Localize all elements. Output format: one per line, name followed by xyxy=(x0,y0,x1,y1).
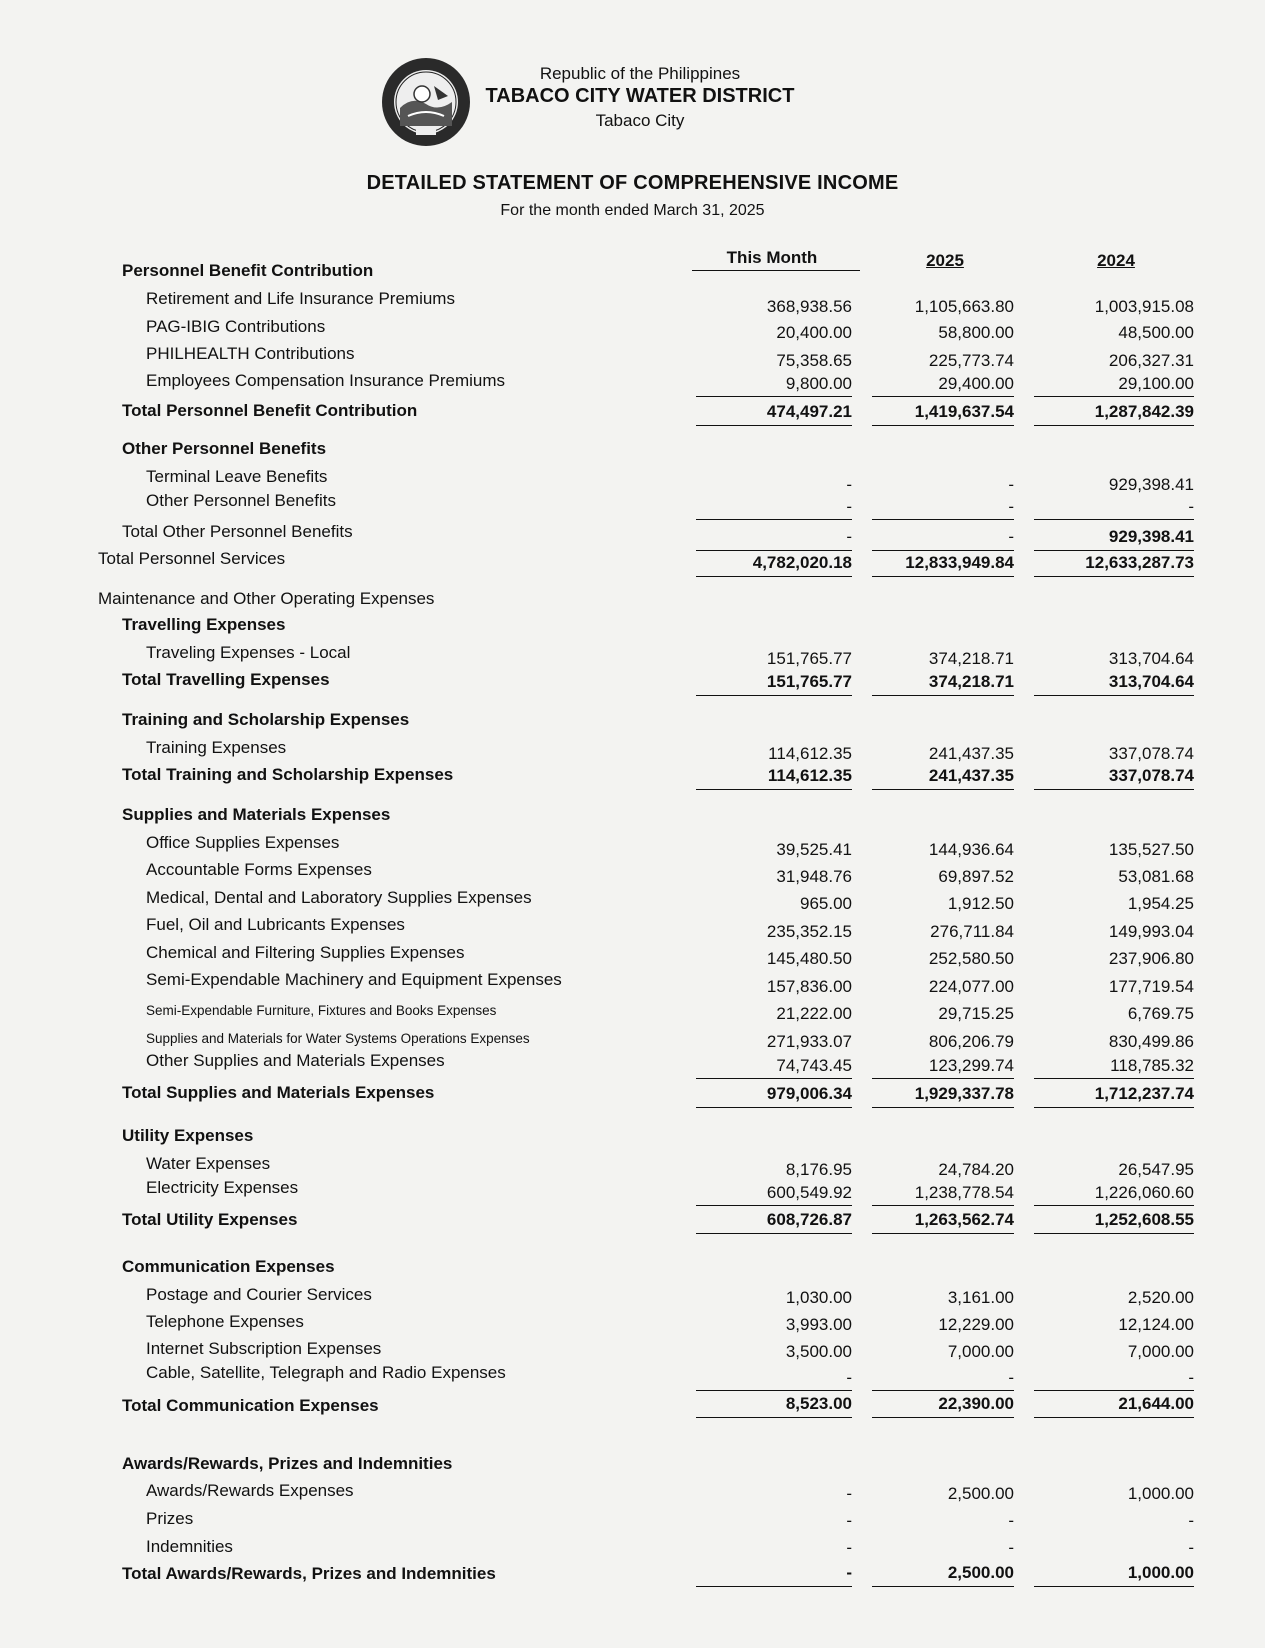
row-values xyxy=(0,648,1265,670)
total-rule xyxy=(696,1233,852,1234)
column-header-2024: 2024 xyxy=(1097,251,1135,270)
row-label: Telephone Expenses xyxy=(146,1312,304,1331)
value-this-month: 979,006.34 xyxy=(766,1084,852,1103)
total-rule xyxy=(1034,1233,1194,1234)
value-2024: 135,527.50 xyxy=(1108,840,1194,859)
value-2024: 337,078.74 xyxy=(1108,744,1194,763)
value-2025: 7,000.00 xyxy=(947,1342,1014,1361)
row-values xyxy=(0,866,1265,888)
total-rule xyxy=(696,425,852,426)
row-values xyxy=(0,496,1265,518)
value-this-month: - xyxy=(846,1563,852,1582)
row-label: Employees Compensation Insurance Premiums xyxy=(146,371,506,390)
row-label: Utility Expenses xyxy=(122,1126,254,1145)
value-2025: - xyxy=(1008,497,1014,516)
row-label: Personnel Benefit Contribution xyxy=(122,261,374,280)
value-this-month: 608,726.87 xyxy=(766,1210,852,1229)
value-this-month: - xyxy=(846,1511,852,1530)
value-this-month: 74,743.45 xyxy=(776,1056,852,1075)
value-this-month: 114,612.35 xyxy=(768,744,852,763)
row-label: Maintenance and Other Operating Expenses xyxy=(98,589,435,608)
total-rule xyxy=(872,695,1014,696)
row-label: Terminal Leave Benefits xyxy=(146,467,328,486)
value-2024: 12,124.00 xyxy=(1118,1315,1194,1334)
value-this-month: 114,612.35 xyxy=(767,766,852,785)
section-heading xyxy=(0,588,1265,610)
row-label: Total Utility Expenses xyxy=(122,1210,298,1229)
value-2024: 21,644.00 xyxy=(1118,1394,1194,1413)
value-this-month: 368,938.56 xyxy=(766,297,852,316)
subtotal-rule xyxy=(872,396,1014,397)
value-2024: 29,100.00 xyxy=(1118,374,1194,393)
value-this-month: 1,030.00 xyxy=(785,1288,852,1307)
value-this-month: 75,358.65 xyxy=(776,351,852,370)
row-values xyxy=(0,976,1265,998)
header-district-name: TABACO CITY WATER DISTRICT xyxy=(485,85,795,107)
statement-period: For the month ended March 31, 2025 xyxy=(500,202,765,219)
total-rule xyxy=(872,1417,1014,1418)
letterhead xyxy=(0,56,1265,146)
row-label: Total Personnel Services xyxy=(98,549,286,568)
row-label: Water Expenses xyxy=(146,1154,271,1173)
row-values xyxy=(0,1483,1265,1505)
row-label: Retirement and Life Insurance Premiums xyxy=(146,289,455,308)
value-2025: 58,800.00 xyxy=(938,323,1014,342)
value-2024: 830,499.86 xyxy=(1108,1032,1194,1051)
row-label: Total Awards/Rewards, Prizes and Indemnities xyxy=(122,1564,496,1583)
value-2024: 1,000.00 xyxy=(1127,1563,1194,1582)
value-2024: 313,704.64 xyxy=(1108,672,1194,691)
value-2025: 374,218.71 xyxy=(928,649,1014,668)
value-this-month: 20,400.00 xyxy=(776,323,852,342)
subtotal-rule xyxy=(872,1390,1014,1391)
row-values xyxy=(0,552,1265,574)
row-values xyxy=(0,1562,1265,1584)
row-values xyxy=(0,743,1265,765)
value-2025: 276,711.84 xyxy=(930,922,1014,941)
value-this-month: 474,497.21 xyxy=(766,402,852,421)
value-2025: 144,936.64 xyxy=(928,840,1014,859)
subtotal-rule xyxy=(872,1205,1014,1206)
row-values xyxy=(0,1003,1265,1025)
row-values xyxy=(0,839,1265,861)
row-values xyxy=(0,1055,1265,1077)
row-values xyxy=(0,401,1265,423)
row-label: Electricity Expenses xyxy=(146,1178,299,1197)
total-rule xyxy=(696,1586,852,1587)
value-2025: 22,390.00 xyxy=(938,1394,1014,1413)
subtotal-rule xyxy=(1034,1390,1194,1391)
value-2024: 48,500.00 xyxy=(1118,323,1194,342)
value-2025: - xyxy=(1008,1538,1014,1557)
column-header-2025: 2025 xyxy=(926,251,964,270)
row-values xyxy=(0,765,1265,787)
row-label: Chemical and Filtering Supplies Expenses xyxy=(146,943,465,962)
total-rule xyxy=(1034,1107,1194,1108)
value-this-month: 151,765.77 xyxy=(766,649,852,668)
row-label: Other Personnel Benefits xyxy=(122,439,327,458)
total-rule xyxy=(696,1107,852,1108)
row-values xyxy=(0,1537,1265,1559)
value-2025: 241,437.35 xyxy=(928,744,1014,763)
subtotal-rule xyxy=(872,1078,1014,1079)
row-label: Supplies and Materials for Water Systems Operations Expenses xyxy=(146,1031,530,1046)
row-values xyxy=(0,1083,1265,1105)
value-2024: - xyxy=(1188,1538,1194,1557)
value-2024: - xyxy=(1188,1511,1194,1530)
value-2025: 1,105,663.80 xyxy=(914,297,1014,316)
value-2024: 7,000.00 xyxy=(1127,1342,1194,1361)
section-heading xyxy=(0,260,1265,282)
statement-title: DETAILED STATEMENT OF COMPREHENSIVE INCOME xyxy=(366,172,899,194)
value-2025: 252,580.50 xyxy=(928,949,1014,968)
total-rule xyxy=(696,789,852,790)
total-rule xyxy=(872,576,1014,577)
header-city: Tabaco City xyxy=(595,111,685,130)
value-2025: 12,833,949.84 xyxy=(905,553,1014,572)
value-2025: 374,218.71 xyxy=(928,672,1014,691)
row-label: Awards/Rewards Expenses xyxy=(146,1481,354,1500)
total-rule xyxy=(1034,1417,1194,1418)
value-2025: 806,206.79 xyxy=(928,1032,1014,1051)
row-values xyxy=(0,350,1265,372)
value-2024: 53,081.68 xyxy=(1118,867,1194,886)
value-this-month: 3,500.00 xyxy=(785,1342,852,1361)
value-2025: 29,400.00 xyxy=(938,374,1014,393)
row-values xyxy=(0,373,1265,395)
row-values xyxy=(0,1209,1265,1231)
value-2025: 2,500.00 xyxy=(947,1484,1014,1503)
subtotal-rule xyxy=(872,519,1014,520)
value-2025: - xyxy=(1008,1368,1014,1387)
value-2024: - xyxy=(1188,497,1194,516)
value-this-month: 9,800.00 xyxy=(785,374,852,393)
value-this-month: - xyxy=(846,1484,852,1503)
value-2024: 1,000.00 xyxy=(1127,1484,1194,1503)
row-label: Accountable Forms Expenses xyxy=(146,860,372,879)
subtotal-rule xyxy=(696,1078,852,1079)
row-label: Communication Expenses xyxy=(122,1257,335,1276)
value-this-month: 145,480.50 xyxy=(766,949,852,968)
subtotal-rule xyxy=(696,519,852,520)
value-2025: 69,897.52 xyxy=(938,867,1014,886)
total-rule xyxy=(872,425,1014,426)
value-this-month: - xyxy=(846,1538,852,1557)
value-2024: 1,954.25 xyxy=(1127,894,1194,913)
value-this-month: 3,993.00 xyxy=(785,1315,852,1334)
value-2025: - xyxy=(1008,527,1014,546)
value-2025: 24,784.20 xyxy=(938,1160,1014,1179)
row-label: Postage and Courier Services xyxy=(146,1285,372,1304)
row-values xyxy=(0,526,1265,548)
row-values xyxy=(0,1314,1265,1336)
value-this-month: - xyxy=(846,527,852,546)
section-heading xyxy=(0,709,1265,731)
column-header-this-month: This Month xyxy=(726,248,818,267)
row-label: Total Personnel Benefit Contribution xyxy=(122,401,418,420)
section-heading xyxy=(0,1453,1265,1475)
row-label: Office Supplies Expenses xyxy=(146,833,340,852)
section-heading xyxy=(0,438,1265,460)
value-this-month: 151,765.77 xyxy=(766,672,852,691)
row-label: Semi-Expendable Furniture, Fixtures and Books Expenses xyxy=(146,1003,497,1018)
row-values xyxy=(0,893,1265,915)
value-2024: 313,704.64 xyxy=(1108,649,1194,668)
value-this-month: 21,222.00 xyxy=(776,1004,852,1023)
total-rule xyxy=(1034,425,1194,426)
row-label: Supplies and Materials Expenses xyxy=(122,805,391,824)
value-2025: 225,773.74 xyxy=(928,351,1014,370)
value-2024: 1,003,915.08 xyxy=(1094,297,1194,316)
row-values xyxy=(0,948,1265,970)
total-rule xyxy=(696,576,852,577)
total-rule xyxy=(872,789,1014,790)
row-label: Training and Scholarship Expenses xyxy=(122,710,410,729)
value-2025: 2,500.00 xyxy=(947,1563,1014,1582)
value-2024: 929,398.41 xyxy=(1108,527,1194,546)
row-label: Semi-Expendable Machinery and Equipment Expenses xyxy=(146,970,562,989)
value-2024: 929,398.41 xyxy=(1108,475,1194,494)
value-this-month: 600,549.92 xyxy=(766,1183,852,1202)
row-label: Total Communication Expenses xyxy=(122,1396,379,1415)
row-values xyxy=(0,322,1265,344)
value-2024: 177,719.54 xyxy=(1108,977,1194,996)
value-2025: - xyxy=(1008,1511,1014,1530)
value-2025: - xyxy=(1008,475,1014,494)
total-rule xyxy=(1034,695,1194,696)
value-2024: 26,547.95 xyxy=(1118,1160,1194,1179)
subtotal-rule xyxy=(696,1390,852,1391)
row-label: Total Supplies and Materials Expenses xyxy=(122,1083,435,1102)
row-label: Fuel, Oil and Lubricants Expenses xyxy=(146,915,405,934)
value-2025: 1,263,562.74 xyxy=(914,1210,1014,1229)
value-this-month: 235,352.15 xyxy=(766,922,852,941)
row-label: Traveling Expenses - Local xyxy=(146,643,351,662)
total-rule xyxy=(696,1417,852,1418)
value-2025: 1,912.50 xyxy=(947,894,1014,913)
value-2025: 12,229.00 xyxy=(938,1315,1014,1334)
value-2025: 1,419,637.54 xyxy=(914,402,1014,421)
value-this-month: 965.00 xyxy=(800,894,852,913)
total-rule xyxy=(696,695,852,696)
subtotal-rule xyxy=(696,1205,852,1206)
value-this-month: 39,525.41 xyxy=(776,840,852,859)
value-2024: 337,078.74 xyxy=(1108,766,1194,785)
value-2024: 1,252,608.55 xyxy=(1094,1210,1194,1229)
row-label: Total Travelling Expenses xyxy=(122,670,330,689)
row-label: Training Expenses xyxy=(146,738,287,757)
value-this-month: 271,933.07 xyxy=(766,1032,852,1051)
row-values xyxy=(0,1393,1265,1415)
row-label: PHILHEALTH Contributions xyxy=(146,344,355,363)
value-2025: 224,077.00 xyxy=(928,977,1014,996)
header-republic: Republic of the Philippines xyxy=(539,64,741,83)
value-this-month: 157,836.00 xyxy=(766,977,852,996)
row-values xyxy=(0,671,1265,693)
value-2025: 1,929,337.78 xyxy=(914,1084,1014,1103)
subtotal-rule xyxy=(1034,519,1194,520)
row-label: Total Other Personnel Benefits xyxy=(122,522,353,541)
row-values xyxy=(0,1287,1265,1309)
section-heading xyxy=(0,804,1265,826)
subtotal-rule xyxy=(1034,1205,1194,1206)
section-heading xyxy=(0,614,1265,636)
row-values xyxy=(0,1510,1265,1532)
value-this-month: - xyxy=(846,475,852,494)
row-label: Other Personnel Benefits xyxy=(146,491,336,510)
value-2024: 2,520.00 xyxy=(1127,1288,1194,1307)
section-heading xyxy=(0,1125,1265,1147)
section-heading xyxy=(0,1256,1265,1278)
row-values xyxy=(0,296,1265,318)
row-label: Awards/Rewards, Prizes and Indemnities xyxy=(122,1454,453,1473)
row-label: Travelling Expenses xyxy=(122,615,286,634)
value-2024: - xyxy=(1188,1368,1194,1387)
value-2025: 123,299.74 xyxy=(928,1056,1014,1075)
value-this-month: 4,782,020.18 xyxy=(752,553,852,572)
row-label: Internet Subscription Expenses xyxy=(146,1339,382,1358)
value-2024: 6,769.75 xyxy=(1127,1004,1194,1023)
total-rule xyxy=(1034,576,1194,577)
subtotal-rule xyxy=(1034,396,1194,397)
row-values xyxy=(0,921,1265,943)
value-2024: 118,785.32 xyxy=(1110,1056,1194,1075)
value-2024: 1,712,237.74 xyxy=(1094,1084,1194,1103)
total-rule xyxy=(1034,1586,1194,1587)
total-rule xyxy=(1034,789,1194,790)
row-label: Indemnities xyxy=(146,1537,233,1556)
value-2025: 1,238,778.54 xyxy=(914,1183,1014,1202)
value-2024: 206,327.31 xyxy=(1108,351,1194,370)
row-values xyxy=(0,1182,1265,1204)
value-2025: 3,161.00 xyxy=(947,1288,1014,1307)
row-label: Cable, Satellite, Telegraph and Radio Expenses xyxy=(146,1363,506,1382)
value-2025: 29,715.25 xyxy=(938,1004,1014,1023)
value-2024: 1,226,060.60 xyxy=(1094,1183,1194,1202)
value-this-month: - xyxy=(846,497,852,516)
value-this-month: 8,523.00 xyxy=(785,1394,852,1413)
row-values xyxy=(0,1341,1265,1363)
water-district-seal-icon xyxy=(378,56,474,148)
subtotal-rule xyxy=(1034,1078,1194,1079)
row-values xyxy=(0,1367,1265,1389)
total-rule xyxy=(872,1233,1014,1234)
row-label: Medical, Dental and Laboratory Supplies Expenses xyxy=(146,888,532,907)
row-label: Prizes xyxy=(146,1509,194,1528)
value-2024: 237,906.80 xyxy=(1108,949,1194,968)
value-2024: 12,633,287.73 xyxy=(1085,553,1194,572)
value-this-month: - xyxy=(846,1368,852,1387)
value-this-month: 31,948.76 xyxy=(776,867,852,886)
total-rule xyxy=(872,1586,1014,1587)
row-label: PAG-IBIG Contributions xyxy=(146,317,326,336)
subtotal-rule xyxy=(696,396,852,397)
total-rule xyxy=(872,1107,1014,1108)
row-label: Total Training and Scholarship Expenses xyxy=(122,765,454,784)
value-this-month: 8,176.95 xyxy=(785,1160,852,1179)
value-2025: 241,437.35 xyxy=(928,766,1014,785)
value-2024: 1,287,842.39 xyxy=(1094,402,1194,421)
row-label: Other Supplies and Materials Expenses xyxy=(146,1051,445,1070)
value-2024: 149,993.04 xyxy=(1108,922,1194,941)
